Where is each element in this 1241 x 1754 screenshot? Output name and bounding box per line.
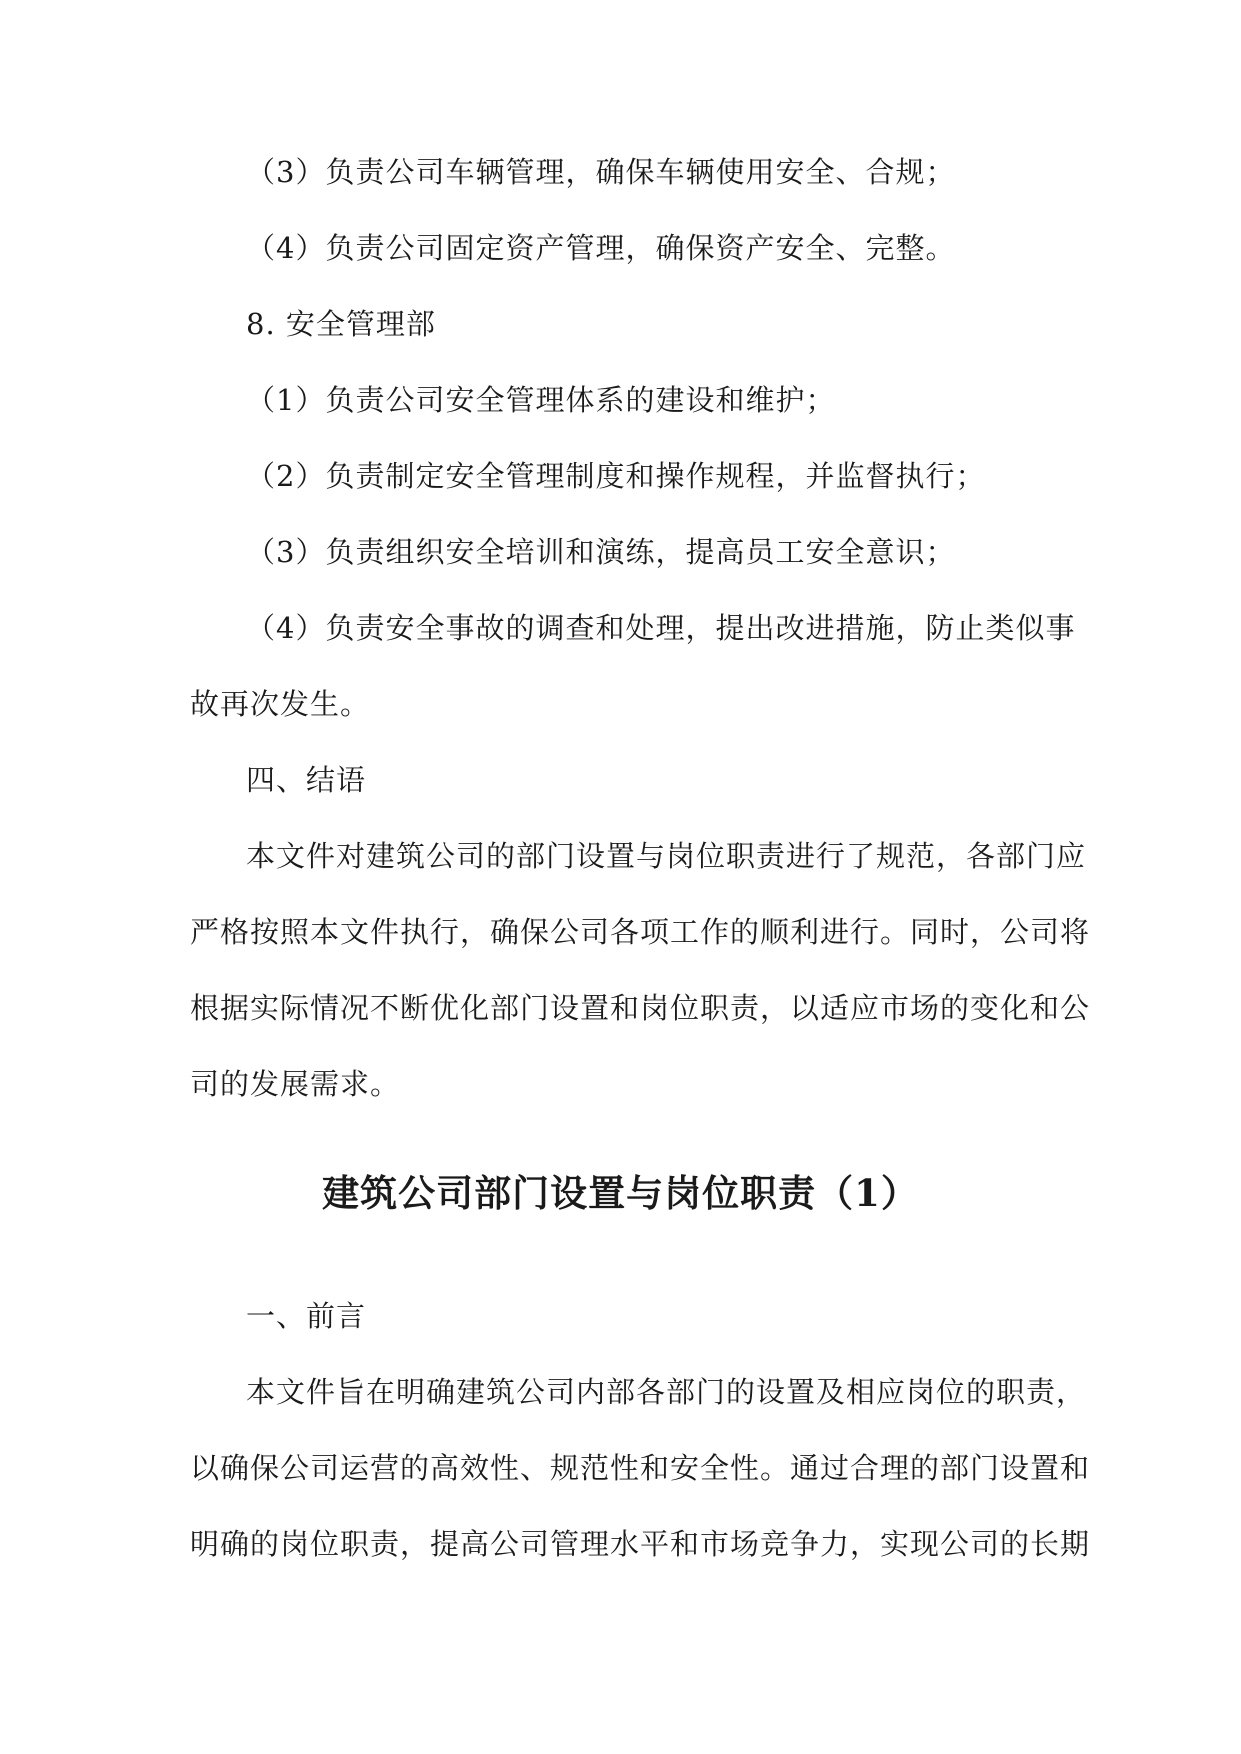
- section-heading: 8. 安全管理部: [246, 307, 436, 341]
- paragraph-line: （3）负责公司车辆管理，确保车辆使用安全、合规；: [246, 155, 956, 189]
- paragraph-line: 以确保公司运营的高效性、规范性和安全性。通过合理的部门设置和: [190, 1451, 1091, 1485]
- paragraph-line: 严格按照本文件执行，确保公司各项工作的顺利进行。同时，公司将: [190, 915, 1091, 949]
- section-heading: 四、结语: [246, 763, 367, 797]
- paragraph-line: （2）负责制定安全管理制度和操作规程，并监督执行；: [246, 459, 986, 493]
- paragraph-line: （3）负责组织安全培训和演练，提高员工安全意识；: [246, 535, 956, 569]
- paragraph-line: 本文件旨在明确建筑公司内部各部门的设置及相应岗位的职责，: [246, 1375, 1087, 1409]
- document-title: 建筑公司部门设置与岗位职责（1）: [322, 1171, 919, 1215]
- paragraph-line: 本文件对建筑公司的部门设置与岗位职责进行了规范，各部门应: [246, 839, 1087, 873]
- paragraph-line: （1）负责公司安全管理体系的建设和维护；: [246, 383, 836, 417]
- paragraph-line: 明确的岗位职责，提高公司管理水平和市场竞争力，实现公司的长期: [190, 1527, 1091, 1561]
- paragraph-line: （4）负责公司固定资产管理，确保资产安全、完整。: [246, 231, 956, 265]
- paragraph-line: （4）负责安全事故的调查和处理，提出改进措施，防止类似事: [246, 611, 1076, 645]
- section-heading: 一、前言: [246, 1299, 367, 1333]
- paragraph-line: 根据实际情况不断优化部门设置和岗位职责，以适应市场的变化和公: [190, 991, 1091, 1025]
- paragraph-line: 司的发展需求。: [190, 1067, 401, 1101]
- paragraph-line: 故再次发生。: [190, 687, 371, 721]
